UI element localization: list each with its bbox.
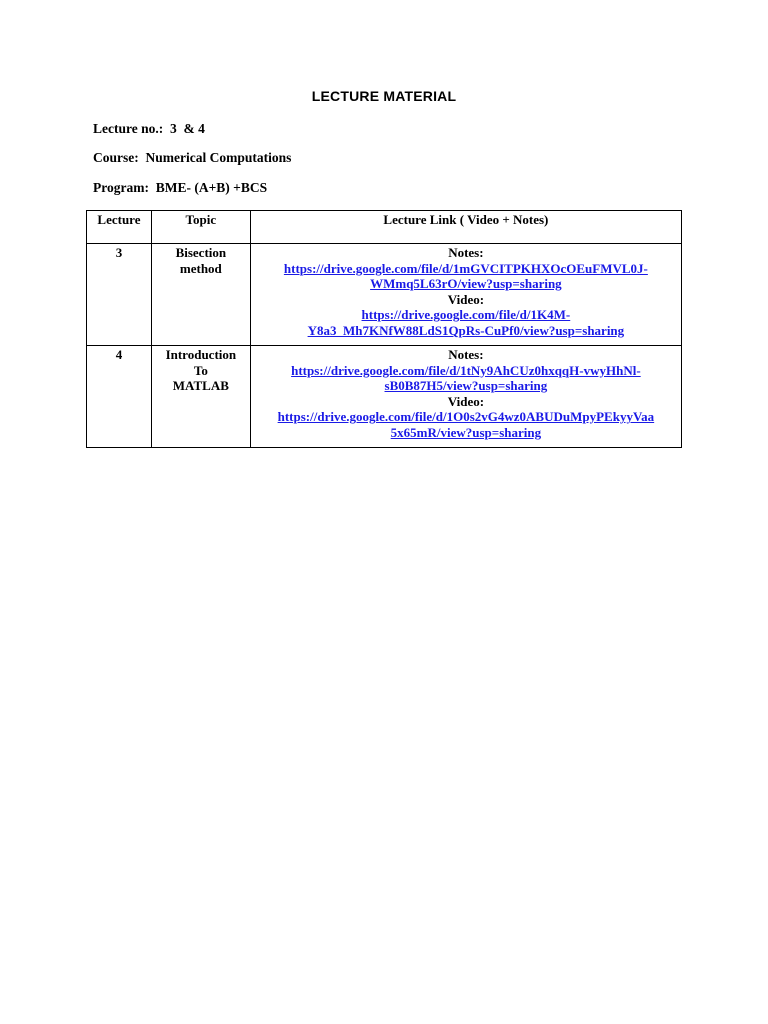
notes-link-line: WMmq5L63rO/view?usp=sharing: [370, 276, 562, 292]
notes-label: Notes:: [448, 245, 484, 260]
course-value: Numerical Computations: [145, 150, 292, 165]
topic-line: To: [193, 362, 208, 378]
notes-link-line: sB0B87H5/view?usp=sharing: [384, 378, 548, 394]
video-link-line: https://drive.google.com/file/d/1K4M-: [361, 307, 571, 323]
header-lecture-link: Lecture Link ( Video + Notes): [250, 211, 681, 244]
program-value: BME- (A+B) +BCS: [155, 180, 268, 195]
lecture-table: [86, 210, 682, 448]
video-link[interactable]: [253, 409, 679, 440]
lecture-number-cell: 4: [87, 346, 152, 448]
topic-line: Introduction: [165, 347, 237, 362]
video-link[interactable]: [253, 307, 679, 338]
video-link-line: Y8a3_Mh7KNfW88LdS1QpRs-CuPf0/view?usp=sharing: [307, 322, 625, 338]
topic-cell: [151, 244, 250, 346]
video-label: Video:: [447, 393, 485, 409]
header-topic: Topic: [151, 211, 250, 244]
topic-line: Bisection: [175, 245, 227, 260]
topic-line: MATLAB: [172, 378, 229, 394]
course-label: Course:: [93, 150, 139, 165]
notes-link[interactable]: [253, 363, 679, 394]
lecture-number-cell: 3: [87, 244, 152, 346]
lecture-link-cell: [250, 244, 681, 346]
course-line: [93, 150, 291, 166]
lecture-number-label: Lecture no.:: [93, 121, 164, 136]
notes-link-line: https://drive.google.com/file/d/1tNy9AhCUz0hxqqH-vwyHhNl-: [291, 362, 641, 378]
table-row: [87, 244, 682, 346]
notes-link[interactable]: [253, 261, 679, 292]
topic-line: method: [179, 260, 222, 276]
lecture-number-value: 3 & 4: [170, 121, 205, 136]
video-link-line: 5x65mR/view?usp=sharing: [390, 424, 542, 440]
lecture-number-line: [93, 121, 205, 137]
topic-cell: [151, 346, 250, 448]
program-label: Program:: [93, 180, 149, 195]
program-line: [93, 180, 267, 196]
table-header-row: [87, 211, 682, 244]
video-link-line: https://drive.google.com/file/d/1O0s2vG4wz0ABUDuMpyPEkyyVaa: [277, 409, 655, 425]
notes-link-line: https://drive.google.com/file/d/1mGVCITPKHXOcOEuFMVL0J-: [283, 260, 648, 276]
notes-label: Notes:: [448, 347, 484, 362]
table-row: [87, 346, 682, 448]
header-lecture: Lecture: [87, 211, 152, 244]
video-label: Video:: [447, 291, 485, 307]
lecture-link-cell: [250, 346, 681, 448]
document-title: LECTURE MATERIAL: [311, 88, 457, 104]
